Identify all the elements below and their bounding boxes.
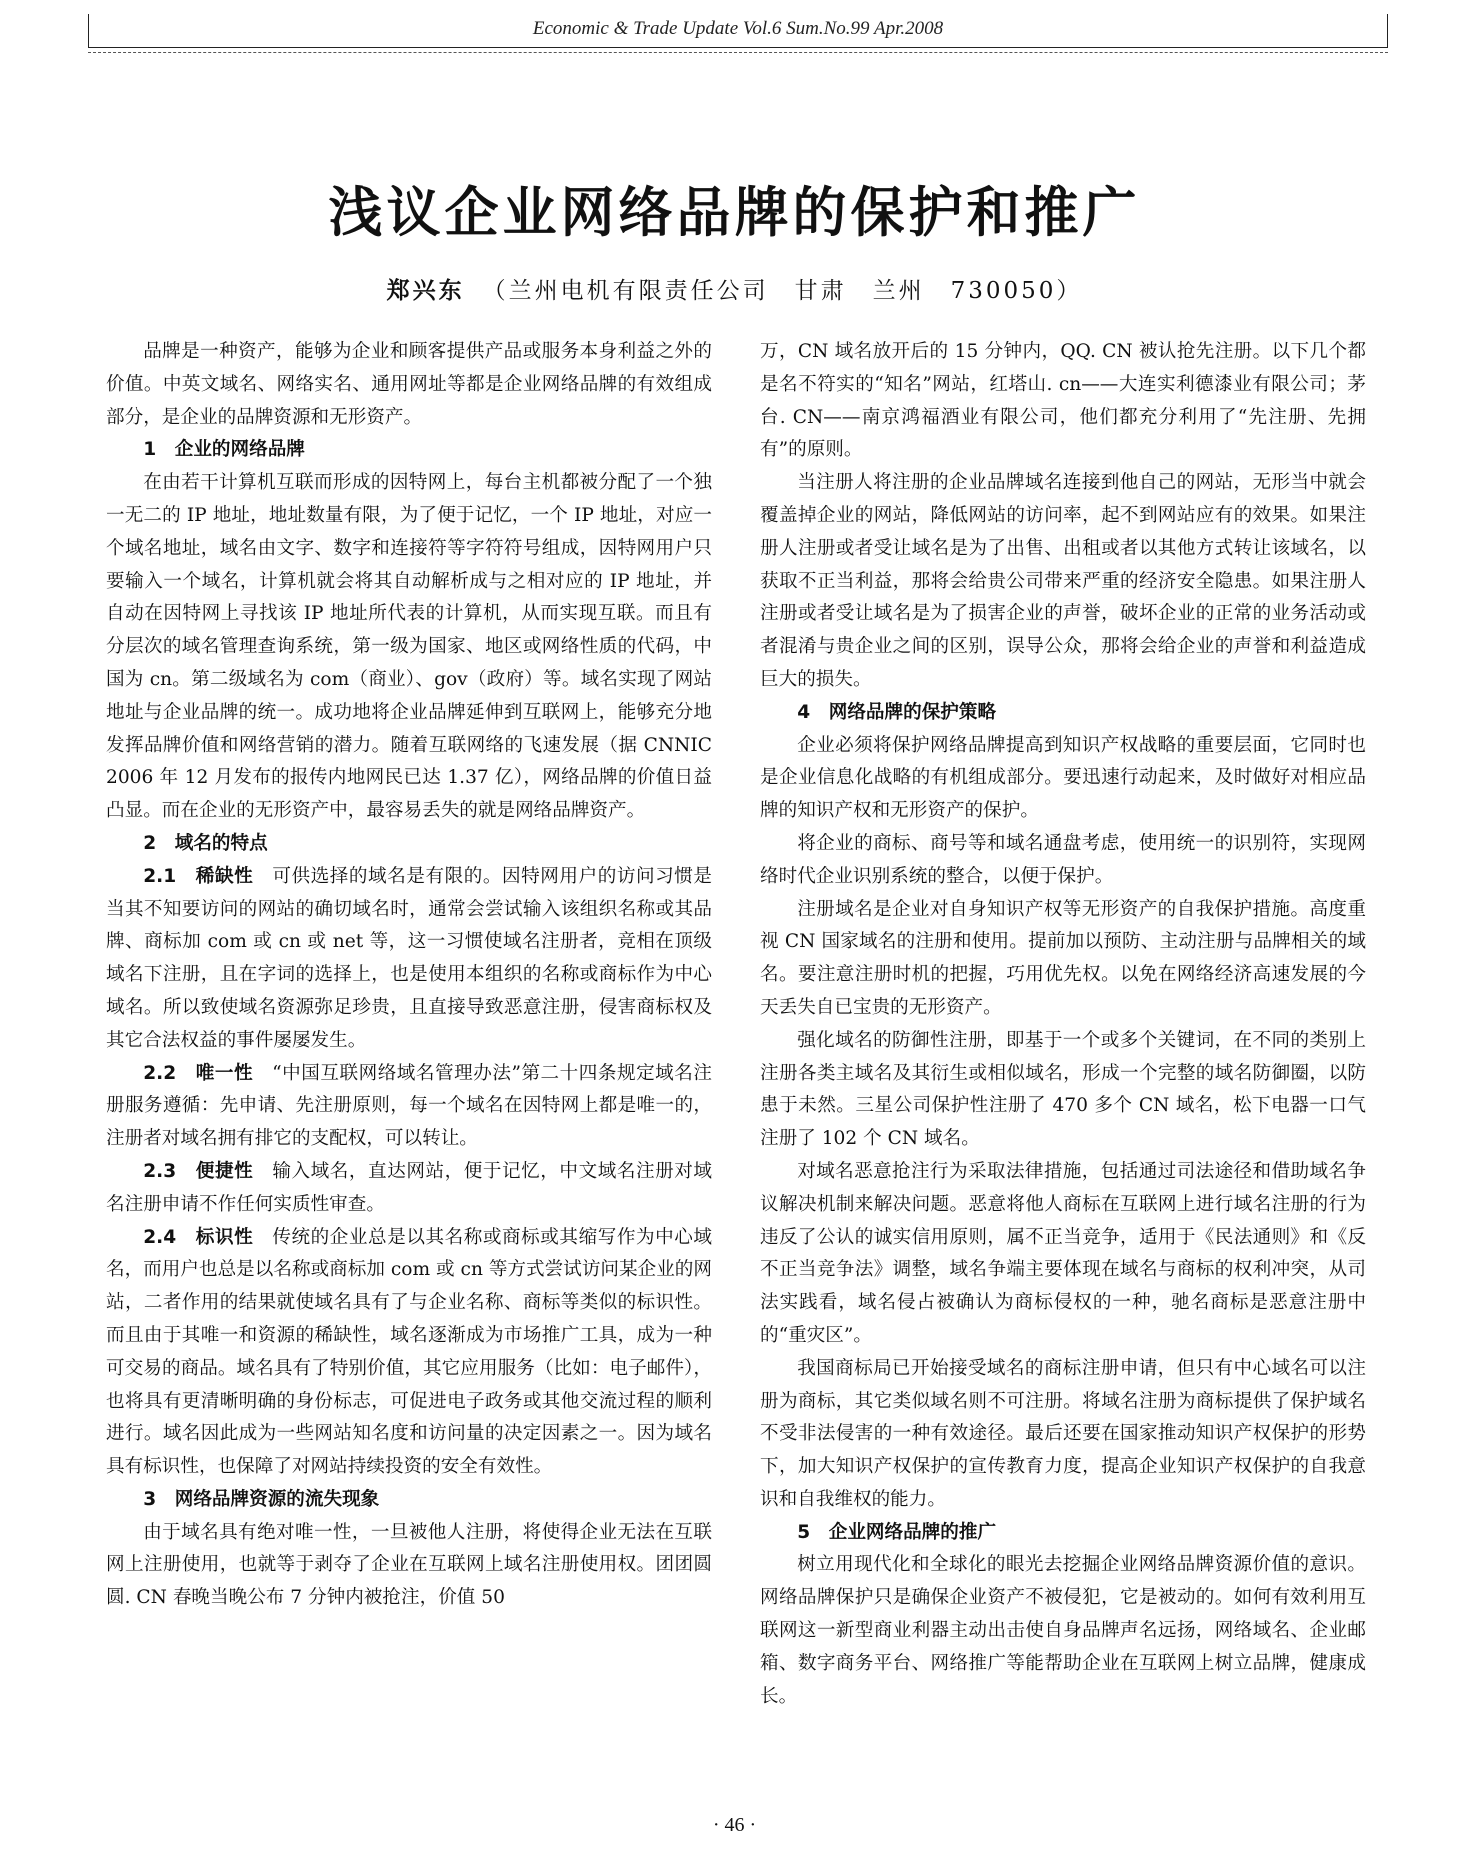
- subsection-2-4: [106, 1222, 712, 1484]
- running-header: [88, 14, 1388, 48]
- section-heading-1: 1 企业的网络品牌: [143, 439, 305, 461]
- author-name: 郑兴东: [386, 277, 465, 304]
- paragraph-4f: 我国商标局已开始接受域名的商标注册申请，但只有中心域名可以注册为商标，其它类似域名则不可注册。将域名注册为商标提供了保护域名不受非法侵害的一种有效途径。最后还要在国家推动知识产权保护的形势下，加大知识产权保护的宣传教育力度，提高企业知识产权保护的自我意识和自我维权的能力。: [760, 1357, 1366, 1510]
- paragraph-1: 在由若干计算机互联而形成的因特网上，每台主机都被分配了一个独一无二的 IP 地址，地址数量有限，为了便于记忆，一个 IP 地址，对应一个域名地址，域名由文字、数字和连接符等字符符号组成，因特网用户只要输入一个域名，计算机就会将其自动解析成与之相对应的 IP 地址，并自动在因特网上寻找该 IP 地址所代表的计算机，从而实现互联。而且有分层次的域名管理查询系统，第一级为国家、地区或网络性质的代码，中国为 cn。第二级域名为 com（商业）、gov（政府）等。域名实现了网站地址与企业品牌的统一。成功地将企业品牌延伸到互联网上，能够充分地发挥品牌价值和网络营销的潜力。随着互联网络的飞速发展（据 CNNIC 2006 年 12 月发布的报传内地网民已达 1.37 亿），网络品牌的价值日益凸显。而在企业的无形资产中，最容易丢失的就是网络品牌资产。: [106, 472, 712, 822]
- author-affiliation: （兰州电机有限责任公司 甘肃 兰州 730050）: [482, 278, 1083, 304]
- section-heading-4: 4 网络品牌的保护策略: [797, 701, 997, 723]
- intro-paragraph: 品牌是一种资产，能够为企业和顾客提供产品或服务本身利益之外的价值。中英文域名、网络实名、通用网址等都是企业网络品牌的有效组成部分，是企业的品牌资源和无形资产。: [106, 341, 712, 428]
- article-title: 浅议企业网络品牌的保护和推广: [328, 181, 1141, 244]
- paragraph-5: 树立用现代化和全球化的眼光去挖掘企业网络品牌资源价值的意识。网络品牌保护只是确保企业资产不被侵犯，它是被动的。如何有效利用互联网这一新型商业利器主动出击使自身品牌声名远扬，网络域名、企业邮箱、数字商务平台、网络推广等能帮助企业在互联网上树立品牌，健康成长。: [760, 1554, 1366, 1707]
- subsection-label: 2.1 稀缺性: [143, 865, 254, 887]
- paragraph-4b: 将企业的商标、商号等和域名通盘考虑，使用统一的识别符，实现网络时代企业识别系统的整合，以便于保护。: [760, 832, 1366, 887]
- journal-info: Economic & Trade Update Vol.6 Sum.No.99 Apr.2008: [532, 18, 944, 39]
- left-column: [106, 336, 712, 1615]
- author-line: [0, 272, 1469, 305]
- header-rule: [88, 52, 1388, 53]
- paragraph-4c: 注册域名是企业对自身知识产权等无形资产的自我保护措施。高度重视 CN 国家域名的注册和使用。提前加以预防、主动注册与品牌相关的域名。要注意注册时机的把握，巧用优先权。以免在网络经济高速发展的今天丢失自已宝贵的无形资产。: [760, 898, 1366, 1018]
- subsection-text: 输入域名，直达网站，便于记忆，中文域名注册对域名注册申请不作任何实质性审查。: [106, 1160, 712, 1215]
- paragraph-3: 由于域名具有绝对唯一性，一旦被他人注册，将使得企业无法在互联网上注册使用，也就等于剥夺了企业在互联网上域名注册使用权。团团圆圆. CN 春晚当晚公布 7 分钟内被抢注，价值 50: [106, 1521, 712, 1609]
- subsection-label: 2.2 唯一性: [143, 1062, 254, 1084]
- section-heading-3: 3 网络品牌资源的流失现象: [143, 1488, 380, 1510]
- section-heading-5: 5 企业网络品牌的推广: [797, 1521, 997, 1543]
- subsection-label: 2.4 标识性: [143, 1226, 254, 1248]
- paragraph-3b: 当注册人将注册的企业品牌域名连接到他自己的网站，无形当中就会覆盖掉企业的网站，降低网站的访问率，起不到网站应有的效果。如果注册人注册或者受让域名是为了出售、出租或者以其他方式转让该域名，以获取不正当利益，那将会给贵公司带来严重的经济安全隐患。如果注册人注册或者受让域名是为了损害企业的声誉，破坏企业的正常的业务活动或者混淆与贵企业之间的区别，误导公众，那将会给企业的声誉和利益造成巨大的损失。: [760, 472, 1366, 690]
- subsection-label: 2.3 便捷性: [143, 1160, 254, 1182]
- right-column: [760, 336, 1366, 1713]
- subsection-text: “中国互联网络域名管理办法”第二十四条规定域名注册服务遵循：先申请、先注册原则，每一个域名在因特网上都是唯一的，注册者对域名拥有排它的支配权，可以转让。: [106, 1062, 712, 1150]
- page-number: · 46 ·: [712, 1814, 757, 1836]
- subsection-2-2: [106, 1058, 712, 1156]
- subsection-2-1: [106, 861, 712, 1058]
- paragraph-4a: 企业必须将保护网络品牌提高到知识产权战略的重要层面，它同时也是企业信息化战略的有机组成部分。要迅速行动起来，及时做好对相应品牌的知识产权和无形资产的保护。: [760, 734, 1366, 822]
- subsection-text: 可供选择的域名是有限的。因特网用户的访问习惯是当其不知要访问的网站的确切域名时，通常会尝试输入该组织名称或其品牌、商标加 com 或 cn 或 net 等，这一习惯使域名注册者，竞相在顶级域名下注册，且在字词的选择上，也是使用本组织的名称或商标作为中心域名。所以致使域名资源弥足珍贵，且直接导致恶意注册，侵害商标权及其它合法权益的事件屡屡发生。: [106, 865, 712, 1051]
- paragraph-4d: 强化域名的防御性注册，即基于一个或多个关键词，在不同的类别上注册各类主域名及其衍生或相似域名，形成一个完整的域名防御圈，以防患于未然。三星公司保护性注册了 470 多个 CN 域名，松下电器一口气注册了 102 个 CN 域名。: [760, 1029, 1366, 1150]
- paragraph-3-continued: 万，CN 域名放开后的 15 分钟内，QQ. CN 被认抢先注册。以下几个都是名不符实的“知名”网站，红塔山. cn——大连实利德漆业有限公司；茅台. CN——南京鸿福酒业有限公司，他们都充分利用了“先注册、先拥有”的原则。: [760, 341, 1366, 461]
- subsection-text: 传统的企业总是以其名称或商标或其缩写作为中心域名，而用户也总是以名称或商标加 com 或 cn 等方式尝试访问某企业的网站，二者作用的结果就使域名具有了与企业名称、商标等类似的标识性。而且由于其唯一和资源的稀缺性，域名逐渐成为市场推广工具，成为一种可交易的商品。域名具有了特别价值，其它应用服务（比如：电子邮件），也将具有更清晰明确的身份标志，可促进电子政务或其他交流过程的顺利进行。域名因此成为一些网站知名度和访问量的决定因素之一。因为域名具有标识性，也保障了对网站持续投资的安全有效性。: [106, 1226, 712, 1478]
- section-heading-2: 2 域名的特点: [143, 832, 268, 854]
- paragraph-4e: 对域名恶意抢注行为采取法律措施，包括通过司法途径和借助域名争议解决机制来解决问题。恶意将他人商标在互联网上进行域名注册的行为违反了公认的诚实信用原则，属不正当竞争，适用于《民法通则》和《反不正当竞争法》调整，域名争端主要体现在域名与商标的权利冲突，从司法实践看，域名侵占被确认为商标侵权的一种，驰名商标是恶意注册中的“重灾区”。: [760, 1160, 1366, 1346]
- subsection-2-3: [106, 1156, 712, 1222]
